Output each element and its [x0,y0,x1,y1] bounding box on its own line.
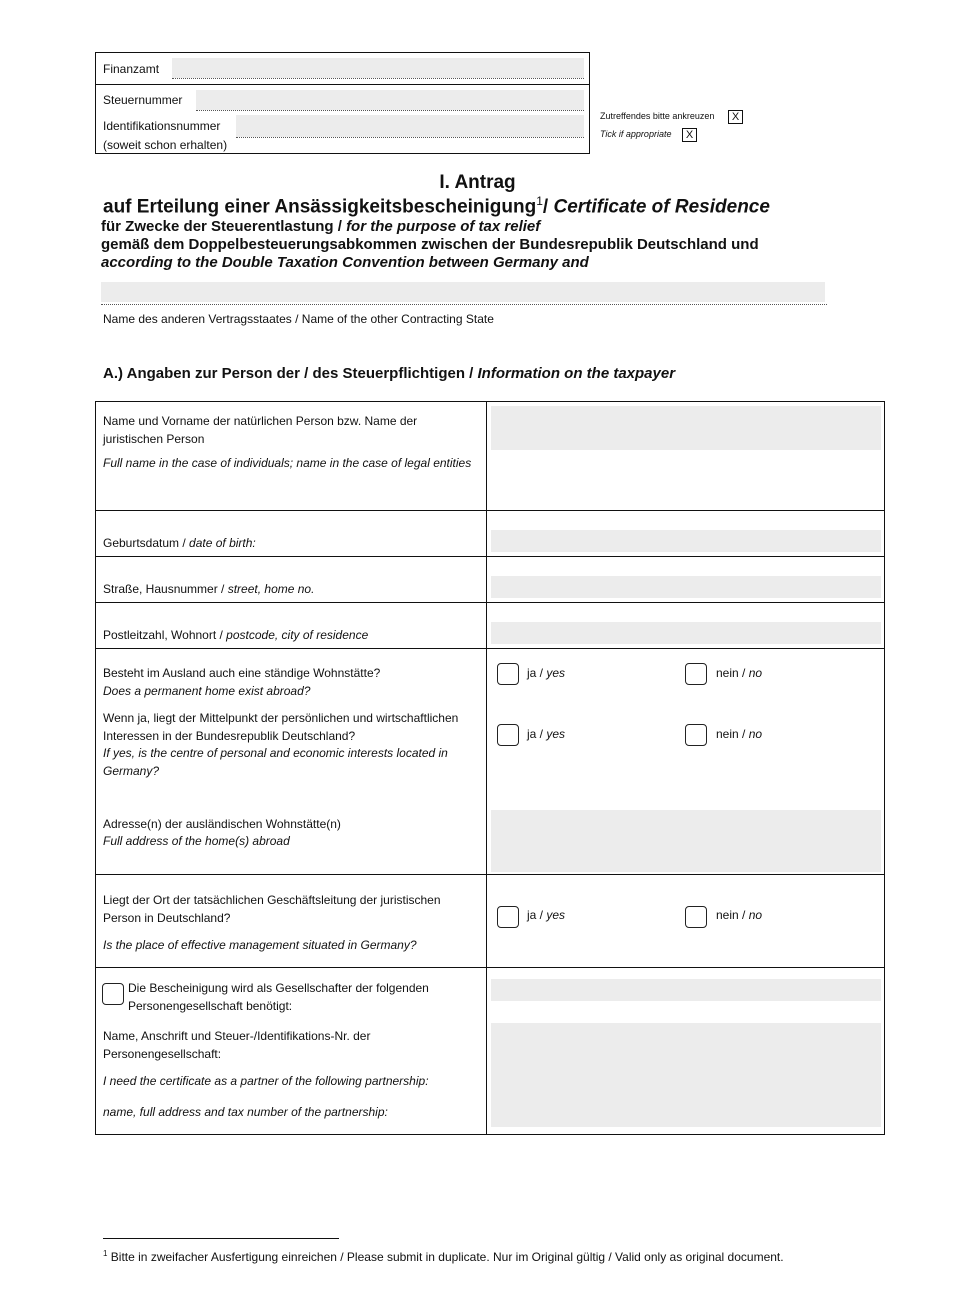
finanzamt-dotted-line [172,78,584,79]
idnr-label: Identifikationsnummer [103,119,221,133]
footnote-rule [103,1238,339,1239]
table-row-divider [95,967,885,968]
partner-checkbox[interactable] [102,983,124,1005]
home-abroad-yes-checkbox[interactable] [497,663,519,685]
partner-check-label: Die Bescheinigung wird als Gesellschafter der folgenden Personengesellschaft benötigt: [128,981,429,1013]
name-label-en: Full name in the case of individuals; name in the case of legal entities [103,456,472,470]
street-label [103,580,314,598]
steuernummer-label: Steuernummer [103,93,183,107]
home-abroad-label-de: Besteht im Ausland auch eine ständige Wohnstätte? [103,666,381,680]
dob-label-de: Geburtsdatum / [103,536,190,550]
table-row-divider [95,602,885,603]
address-abroad-field[interactable] [491,810,881,872]
heading-antrag: I. Antrag [439,172,516,193]
mgmt-yes-label [527,906,565,924]
option-yes: yes [546,727,566,741]
option-ja: ja / [527,727,547,741]
heading-line2-de: auf Erteilung einer Ansässigkeitsbescheinigung [103,196,537,218]
centre-yes-checkbox[interactable] [497,724,519,746]
table-row-divider [95,874,885,875]
mgmt-yes-checkbox[interactable] [497,906,519,928]
header-box-divider [95,84,590,85]
address-abroad-label-en: Full address of the home(s) abroad [103,834,290,848]
section-a-title-en: Information on the taxpayer [477,365,676,382]
option-nein: nein / [716,666,749,680]
centre-yes-label [527,725,565,743]
heading-line3 [101,218,540,235]
idnr-field[interactable] [236,115,584,137]
postcode-label-de: Postleitzahl, Wohnort / [103,628,227,642]
option-ja: ja / [527,666,547,680]
footnote [103,1245,803,1266]
postcode-label [103,626,368,644]
home-abroad-no-label [716,664,762,682]
steuernummer-field[interactable] [196,90,584,110]
contracting-state-caption: Name des anderen Vertragsstaates / Name of the other Contracting State [103,312,494,326]
table-row-divider [95,510,885,511]
tick-note-de: Zutreffendes bitte ankreuzen [600,111,715,121]
option-no: no [748,908,763,922]
centre-label-en: If yes, is the centre of personal and economic interests located in Germany? [103,746,448,778]
name-field[interactable] [491,406,881,450]
heading-line4: gemäß dem Doppelbesteuerungsabkommen zwischen der Bundesrepublik Deutschland und [101,236,759,253]
option-no: no [748,666,763,680]
section-a-title [103,365,675,382]
finanzamt-label: Finanzamt [103,62,160,76]
mgmt-no-checkbox[interactable] [685,906,707,928]
heading-line3-en: for the purpose of tax relief [346,218,541,235]
partner-field-large[interactable] [491,1023,881,1127]
home-abroad-no-checkbox[interactable] [685,663,707,685]
street-label-de: Straße, Hausnummer / [103,582,228,596]
steuernummer-dotted-line [196,110,584,111]
partner-en1-label: I need the certificate as a partner of the following partnership: [103,1074,429,1088]
finanzamt-field[interactable] [172,58,584,78]
mgmt-label-en: Is the place of effective management situated in Germany? [103,938,417,952]
mgmt-no-label [716,906,762,924]
postcode-label-en: postcode, city of residence [226,628,369,642]
dob-field[interactable] [491,530,881,552]
mgmt-label-de: Liegt der Ort der tatsächlichen Geschäftsleitung der juristischen Person in Deutschland? [103,893,441,925]
contracting-state-dotted-line [101,304,827,305]
partner-field-small[interactable] [491,979,881,1001]
address-abroad-label-de: Adresse(n) der ausländischen Wohnstätte(n) [103,817,341,831]
heading-line5: according to the Double Taxation Convention between Germany and [101,254,589,271]
centre-label-de: Wenn ja, liegt der Mittelpunkt der persönlichen und wirtschaftlichen Interessen in der Bundesrepublik Deutschland? [103,711,459,743]
name-label-de: Name und Vorname der natürlichen Person bzw. Name der juristischen Person [103,414,418,446]
option-no: no [748,727,763,741]
centre-no-label [716,725,762,743]
tick-example-box-en: X [682,128,697,142]
contracting-state-field[interactable] [101,282,825,302]
heading-line2-sep: / [542,196,554,218]
tick-note-en: Tick if appropriate [600,129,672,139]
centre-no-checkbox[interactable] [685,724,707,746]
option-ja: ja / [527,908,547,922]
table-row-divider [95,556,885,557]
footnote-ref: 1 [536,194,543,208]
dob-label-en: date of birth: [189,536,256,550]
home-abroad-yes-label [527,664,565,682]
option-nein: nein / [716,908,749,922]
partner-en2-label: name, full address and tax number of the partnership: [103,1105,388,1119]
option-nein: nein / [716,727,749,741]
table-row-divider [95,648,885,649]
street-field[interactable] [491,576,881,598]
option-yes: yes [546,908,566,922]
home-abroad-label-en: Does a permanent home exist abroad? [103,684,311,698]
dob-label [103,534,256,552]
tick-example-box-de: X [728,110,743,124]
footnote-text: Bitte in zweifacher Ausfertigung einreichen / Please submit in duplicate. Nur im Original gültig / Valid only as original document. [110,1250,784,1264]
heading-line3-de: für Zwecke der Steuerentlastung / [101,218,347,235]
street-label-en: street, home no. [227,582,315,596]
postcode-field[interactable] [491,622,881,644]
idnr-note: (soweit schon erhalten) [103,138,228,152]
option-yes: yes [546,666,566,680]
partner-name-label: Name, Anschrift und Steuer-/Identifikations-Nr. der Personengesellschaft: [103,1029,371,1061]
heading-line2 [103,194,770,218]
footnote-number: 1 [103,1249,108,1258]
table-column-divider [486,401,487,1135]
idnr-dotted-line [236,137,584,138]
heading-line2-en: Certificate of Residence [553,196,770,218]
section-a-title-de: A.) Angaben zur Person der / des Steuerpflichtigen / [103,365,478,382]
